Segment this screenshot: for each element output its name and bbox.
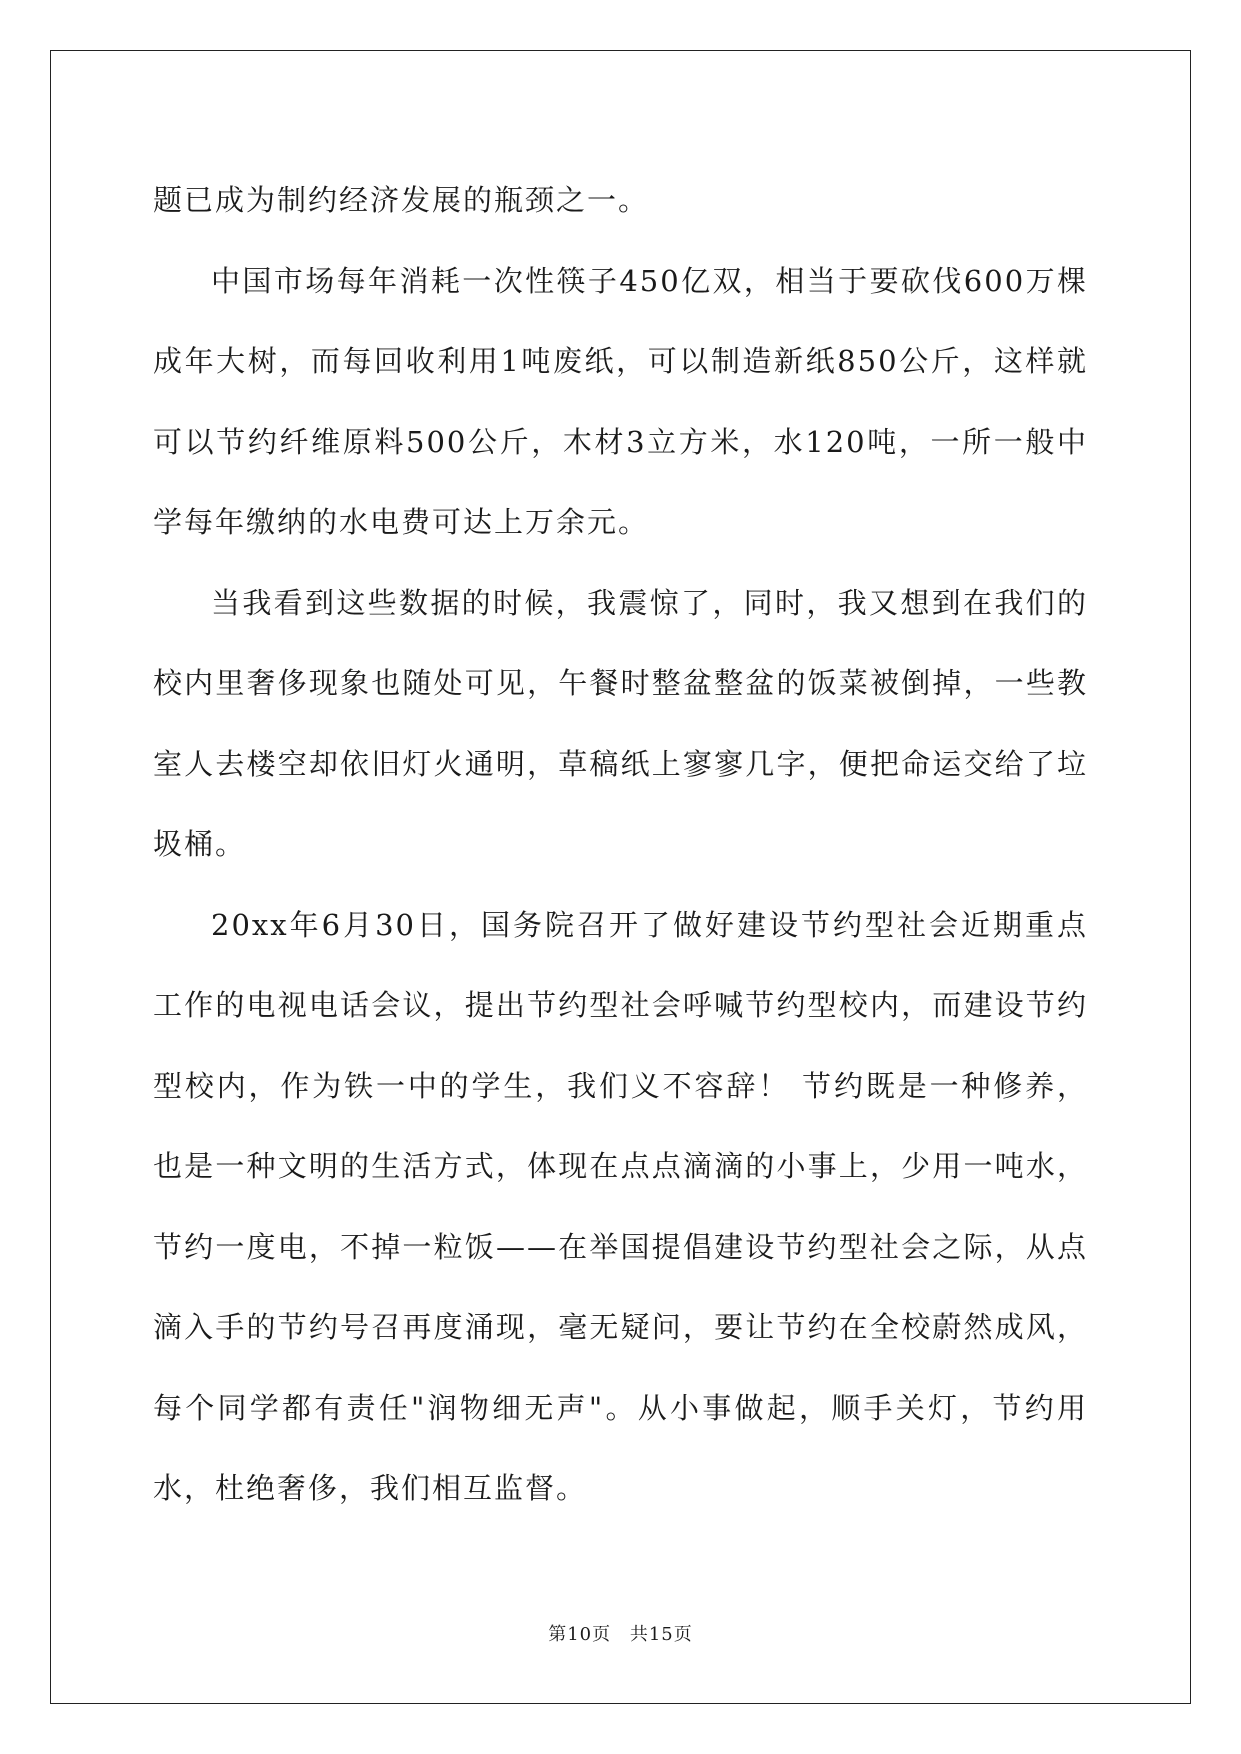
paragraph-chopsticks-statistics: 中国市场每年消耗一次性筷子450亿双，相当于要砍伐600万棵成年大树，而每回收利用1吨废纸，可以制造新纸850公斤，这样就可以节约纤维原料500公斤，木材3立方米，水120吨，一所一般中学每年缴纳的水电费可达上万余元。 xyxy=(153,263,1088,539)
paragraph-conservation-call: 20xx年6月30日，国务院召开了做好建设节约型社会近期重点工作的电视电话会议，提出节约型社会呼喊节约型校内，而建设节约型校内，作为铁一中的学生，我们义不容辞！ 节约既是一种修养，也是一种文明的生活方式，体现在点点滴滴的小事上，少用一吨水，节约一度电，不掉一粒饭——在举国提倡建设节约型社会之际，从点滴入手的节约号召再度涌现，毫无疑问，要让节约在全校蔚然成风，每个同学都有责任"润物细无声"。从小事做起，顺手关灯，节约用水，杜绝奢侈，我们相互监督。 xyxy=(153,907,1088,1505)
total-page-count: 共15页 xyxy=(629,1624,693,1645)
page-footer xyxy=(0,1620,1241,1646)
current-page-number: 第10页 xyxy=(548,1624,612,1645)
paragraph-continuation: 题已成为制约经济发展的瓶颈之一。 xyxy=(153,183,650,217)
paragraph-campus-waste: 当我看到这些数据的时候，我震惊了，同时，我又想到在我们的校内里奢侈现象也随处可见，午餐时整盆整盆的饭菜被倒掉，一些教室人去楼空却依旧灯火通明，草稿纸上寥寥几字，便把命运交给了垃圾桶。 xyxy=(153,585,1088,861)
document-body xyxy=(153,160,1088,1529)
